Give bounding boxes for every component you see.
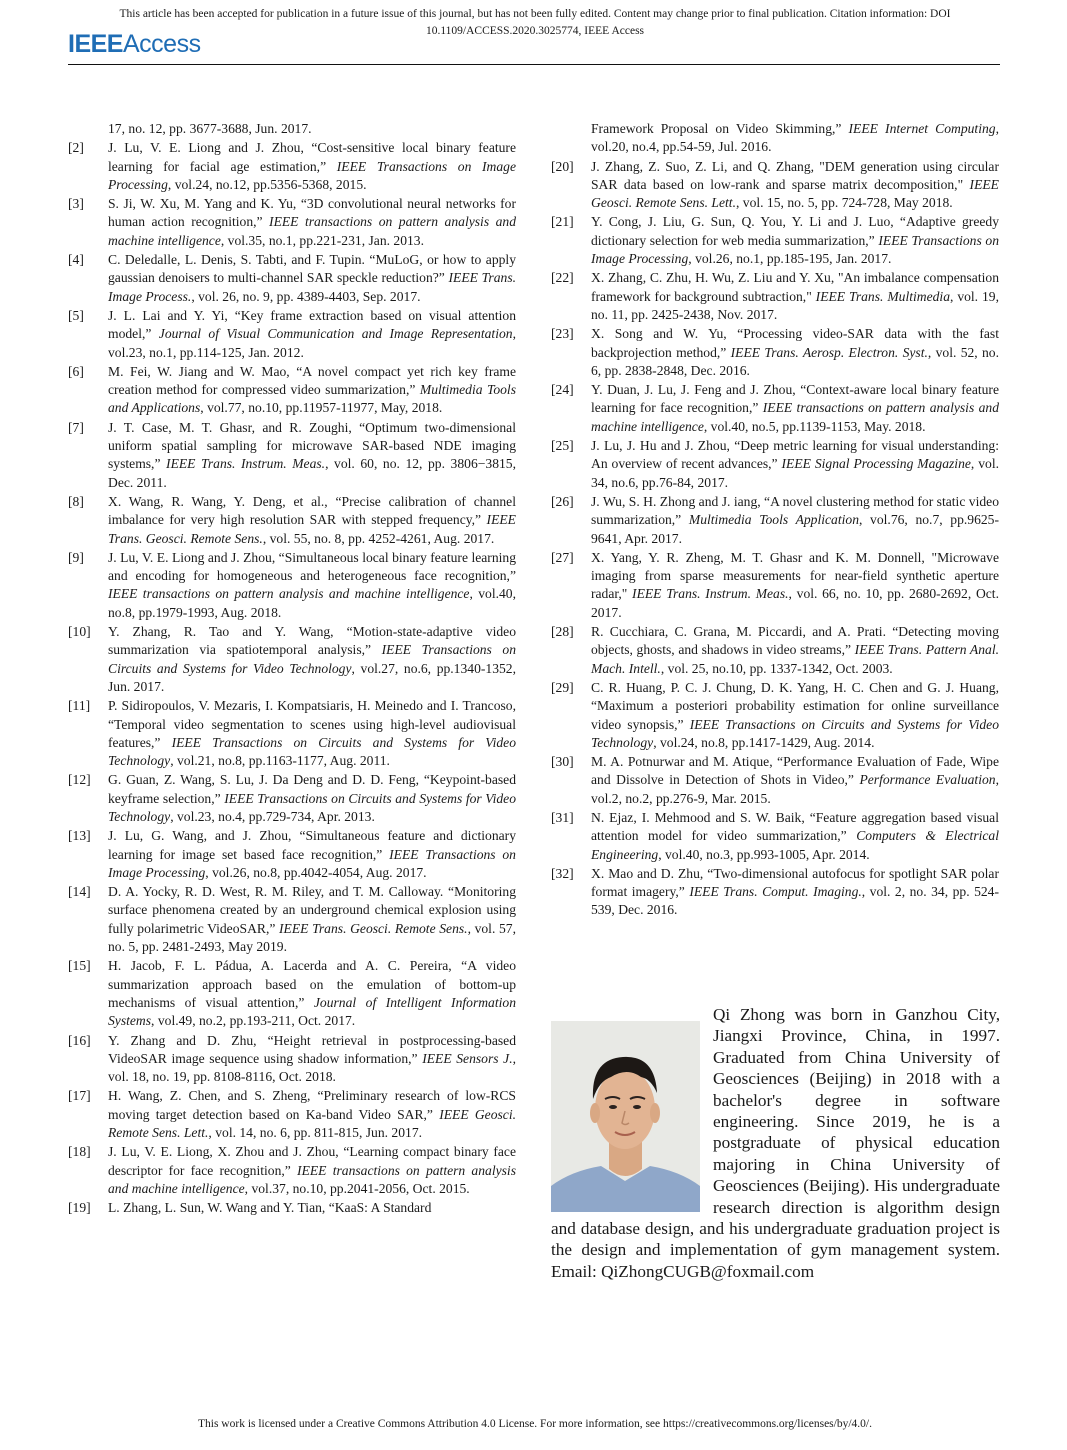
reference-number: [27] — [551, 549, 574, 565]
reference-details: , vol. 57, no. 5, pp. 2481-2493, May 2019. — [108, 920, 516, 955]
reference-number: [32] — [551, 865, 574, 881]
publication-notice — [60, 6, 1010, 40]
reference-details: , vol. 18, no. 19, pp. 8108-8116, Oct. 2018. — [108, 1050, 516, 1085]
reference-authors-title: M. Fei, W. Jiang and W. Mao, “A novel compact yet rich key frame creation method for compressed video summarization,” — [108, 363, 516, 398]
reference-venue: IEEE Trans. Aerosp. Electron. Syst. — [730, 344, 928, 360]
reference-number: [14] — [68, 884, 91, 900]
reference-details: , vol.26, no.1, pp.185-195, Jan. 2017. — [688, 251, 892, 267]
reference-entry — [68, 195, 516, 250]
reference-number: [24] — [551, 382, 574, 398]
reference-venue: IEEE transactions on pattern analysis and machine intelligence — [108, 214, 516, 248]
ieee-access-logo — [68, 30, 201, 59]
reference-venue: Multimedia Tools and Applications — [108, 382, 516, 416]
author-photo — [551, 1021, 700, 1212]
reference-venue: IEEE Internet Computing — [848, 121, 996, 136]
reference-entry — [68, 827, 516, 882]
reference-number: [29] — [551, 679, 574, 695]
reference-venue: IEEE Trans. Instrum. Meas. — [166, 456, 326, 472]
reference-details: , vol. 34, no.6, pp.76-84, 2017. — [591, 456, 999, 490]
reference-authors-title: L. Zhang, L. Sun, W. Wang and Y. Tian, “KaaS: A Standard — [108, 1200, 432, 1216]
reference-venue: IEEE transactions on pattern analysis and machine intelligence — [591, 400, 999, 434]
reference-venue: IEEE Sensors J. — [422, 1050, 513, 1066]
reference-authors-title: J. Lu, V. E. Liong and J. Zhou, “Simultaneous local binary feature learning and encoding for homogeneous and heterogeneous face recognition,” — [108, 549, 516, 584]
reference-authors-title: H. Jacob, F. L. Pádua, A. Lacerda and A. C. Pereira, “A video summarization approach based on the emulation of bottom-up mechanisms of visual attention,” — [108, 958, 516, 1010]
reference-venue: IEEE Transactions on Circuits and Systems for Video Technology — [108, 642, 516, 676]
reference-authors-title: X. Yang, Y. R. Zheng, M. T. Ghasr and K. M. Donnell, "Microwave imaging from sparse measurements for near-field synthetic aperture radar," — [591, 549, 999, 602]
reference-venue: IEEE Transactions on Circuits and Systems for Video Technology — [591, 716, 999, 750]
logo-access-text: Access — [122, 30, 201, 58]
reference-entry — [68, 957, 516, 1030]
reference-number: [4] — [68, 252, 84, 268]
reference-authors-title: H. Wang, Z. Chen, and S. Zheng, “Preliminary research of low-RCS moving target detection based on Ka-band Video SAR,” — [108, 1088, 516, 1122]
reference-entry — [68, 697, 516, 770]
reference-authors-title: N. Ejaz, I. Mehmood and S. W. Baik, “Feature aggregation based visual attention model for video summarization,” — [591, 809, 999, 844]
reference-venue: IEEE Trans. Geosci. Remote Sens. — [108, 512, 516, 546]
reference-authors-title: J. L. Lai and Y. Yi, “Key frame extraction based on visual attention model,” — [108, 307, 516, 342]
reference-number: [8] — [68, 493, 84, 509]
reference-authors-title: 17, no. 12, pp. 3677-3688, Jun. 2017. — [108, 121, 312, 136]
reference-details: , vol.26, no.8, pp.4042-4054, Aug. 2017. — [205, 864, 427, 880]
reference-details: , vol.77, no.10, pp.11957-11977, May, 2018. — [200, 400, 443, 416]
reference-details: , vol.21, no.8, pp.1163-1177, Aug. 2011. — [170, 753, 390, 769]
reference-number: [18] — [68, 1144, 91, 1160]
reference-entry — [68, 493, 516, 548]
reference-entry — [68, 307, 516, 362]
reference-number: [2] — [68, 140, 84, 156]
reference-authors-title: P. Sidiropoulos, V. Mezaris, I. Kompatsiaris, H. Meinedo and I. Trancoso, “Temporal video segmentation to scenes using high-level audiovisual features,” — [108, 698, 516, 750]
reference-number: [21] — [551, 214, 574, 230]
reference-entry — [68, 139, 516, 194]
reference-authors-title: M. A. Potnurwar and M. Atique, “Performance Evaluation of Fade, Wipe and Dissolve in Detection of Shots in Video,” — [591, 754, 999, 788]
reference-entry — [551, 381, 999, 436]
reference-details: , vol.76, no.7, pp.9625-9641, Apr. 2017. — [591, 512, 999, 546]
reference-details: , vol. 19, no. 11, pp. 2425-2438, Nov. 2017. — [591, 288, 999, 322]
reference-venue: IEEE Transactions on Image Processing — [108, 846, 516, 880]
reference-entry — [551, 865, 999, 920]
reference-details: , vol.24, no.8, pp.1417-1429, Aug. 2014. — [653, 734, 875, 750]
reference-entry — [551, 120, 999, 157]
reference-authors-title: S. Ji, W. Xu, M. Yang and K. Yu, “3D convolutional neural networks for human action recognition,” — [108, 196, 516, 230]
reference-number: [17] — [68, 1088, 91, 1104]
author-portrait-illustration — [551, 1021, 700, 1212]
reference-number: [25] — [551, 438, 574, 454]
reference-authors-title: X. Zhang, C. Zhu, H. Wu, Z. Liu and Y. Xu, "An imbalance compensation framework for background subtraction," — [591, 270, 999, 304]
reference-venue: Multimedia Tools Application — [688, 512, 859, 528]
reference-entry — [551, 437, 999, 492]
reference-number: [10] — [68, 624, 91, 640]
reference-authors-title: J. Lu, G. Wang, and J. Zhou, “Simultaneous feature and dictionary learning for image set based face recognition,” — [108, 828, 516, 862]
reference-details: , vol. 14, no. 6, pp. 811-815, Jun. 2017. — [208, 1125, 423, 1141]
reference-venue: IEEE Transactions on Circuits and Systems for Video Technology — [108, 734, 516, 769]
reference-number: [12] — [68, 772, 91, 788]
reference-venue: IEEE Trans. Pattern Anal. Mach. Intell. — [591, 642, 999, 676]
reference-details: , vol.35, no.1, pp.221-231, Jan. 2013. — [220, 232, 425, 248]
reference-venue: IEEE Trans. Comput. Imaging. — [689, 884, 862, 900]
reference-number: [16] — [68, 1032, 91, 1048]
reference-number: [7] — [68, 419, 84, 435]
reference-venue: IEEE Trans. Multimedia — [815, 288, 950, 304]
reference-venue: IEEE Trans. Geosci. Remote Sens. — [279, 920, 468, 936]
reference-venue: IEEE Geosci. Remote Sens. Lett. — [591, 176, 999, 211]
reference-entry — [68, 883, 516, 956]
reference-authors-title: J. Lu, J. Hu and J. Zhou, “Deep metric learning for visual understanding: An overview of recent advances,” — [591, 438, 999, 472]
reference-venue: IEEE Geosci. Remote Sens. Lett. — [108, 1106, 516, 1141]
header-rule — [68, 64, 1000, 65]
references-left-column — [68, 120, 516, 1219]
reference-details: , vol. 60, no. 12, pp. 3806−3815, Dec. 2011. — [108, 456, 516, 490]
reference-details: , vol.40, no.5, pp.1139-1153, May. 2018. — [703, 418, 926, 434]
reference-entry — [551, 325, 999, 380]
reference-authors-title: X. Mao and D. Zhu, “Two-dimensional autofocus for spotlight SAR polar format imagery,” — [591, 865, 999, 900]
logo-ieee-text: IEEE — [68, 30, 123, 58]
reference-authors-title: J. Zhang, Z. Suo, Z. Li, and Q. Zhang, "DEM generation using circular SAR data based on low-rank and sparse matrix decomposition," — [591, 158, 999, 192]
reference-entry — [68, 419, 516, 492]
reference-number: [30] — [551, 754, 574, 770]
reference-details: , vol. 15, no. 5, pp. 724-728, May 2018. — [735, 195, 953, 211]
reference-details: , vol.27, no.6, pp.1340-1352, Jun. 2017. — [108, 660, 516, 694]
reference-venue: Performance Evaluation — [859, 772, 996, 788]
reference-venue: IEEE Trans. Image Process. — [108, 270, 517, 304]
reference-number: [9] — [68, 549, 84, 565]
reference-venue: IEEE Transactions on Image Processing — [591, 232, 999, 267]
reference-authors-title: C. R. Huang, P. C. J. Chung, D. K. Yang, H. C. Chen and G. J. Huang, “Maximum a posteriori probability estimation for online surveillance video synopsis,” — [591, 679, 999, 732]
reference-entry — [68, 1143, 516, 1198]
reference-details: , vol. 66, no. 10, pp. 2680-2692, Oct. 2017. — [591, 586, 999, 620]
reference-number: [6] — [68, 363, 84, 379]
reference-authors-title: J. Lu, V. E. Liong and J. Zhou, “Cost-sensitive local binary feature learning for facial age estimation,” — [108, 140, 516, 174]
reference-venue: IEEE Trans. Instrum. Meas. — [632, 586, 789, 602]
reference-entry — [68, 549, 516, 622]
reference-authors-title: Y. Duan, J. Lu, J. Feng and J. Zhou, “Context-aware local binary feature learning for face recognition,” — [591, 382, 999, 416]
reference-entry — [68, 1087, 516, 1142]
notice-line-1: This article has been accepted for publication in a future issue of this journal, but has not been fully edited. Content may change prior to final publication. Citation information: DOI — [119, 8, 951, 20]
reference-authors-title: Framework Proposal on Video Skimming,” — [591, 121, 849, 136]
reference-venue: Computers & Electrical Engineering — [591, 828, 999, 862]
reference-details: , vol.37, no.10, pp.2041-2056, Oct. 2015. — [244, 1180, 470, 1196]
reference-details: , vol.23, no.1, pp.114-125, Jan. 2012. — [108, 326, 516, 360]
notice-line-2: 10.1109/ACCESS.2020.3025774, IEEE Access — [425, 25, 645, 37]
reference-entry — [551, 549, 999, 622]
reference-authors-title: J. Lu, V. E. Liong, X. Zhou and J. Zhou, “Learning compact binary face descriptor for face recognition,” — [108, 1144, 516, 1178]
reference-authors-title: D. A. Yocky, R. D. West, R. M. Riley, and T. M. Calloway. “Monitoring surface phenomena created by an underground chemical explosion using fully polarimetric VideoSAR,” — [108, 884, 516, 936]
reference-details: , vol.40, no.3, pp.993-1005, Apr. 2014. — [658, 846, 870, 862]
reference-number: [23] — [551, 326, 574, 342]
reference-details: , vol.24, no.12, pp.5356-5368, 2015. — [167, 176, 367, 192]
license-footer: This work is licensed under a Creative Commons Attribution 4.0 License. For more information, see https://creativecommons.org/licenses/by/4.0/. — [197, 1418, 872, 1430]
reference-number: [28] — [551, 624, 574, 640]
reference-number: [20] — [551, 158, 574, 174]
reference-authors-title: J. Wu, S. H. Zhong and J. iang, “A novel clustering method for static video summarization,” — [591, 493, 999, 528]
reference-entry — [551, 269, 999, 324]
reference-venue: IEEE Transactions on Circuits and Systems for Video Technology — [108, 790, 516, 824]
reference-details: , vol.23, no.4, pp.729-734, Apr. 2013. — [170, 808, 375, 824]
reference-number: [13] — [68, 828, 91, 844]
reference-entry — [68, 363, 516, 418]
reference-authors-title: J. T. Case, M. T. Ghasr, and R. Zoughi, “Optimum two-dimensional uniform spatial sampling for microwave SAR-based NDE imaging systems,” — [108, 419, 516, 472]
author-biography — [551, 1004, 1000, 1282]
reference-number: [31] — [551, 809, 574, 825]
reference-entry — [551, 679, 999, 752]
reference-entry — [68, 1199, 516, 1217]
reference-venue: IEEE transactions on pattern analysis and machine intelligence — [108, 1162, 516, 1196]
reference-entry — [551, 753, 999, 808]
reference-number: [26] — [551, 493, 574, 509]
reference-entry — [68, 251, 516, 306]
reference-details: , vol. 26, no. 9, pp. 4389-4403, Sep. 2017. — [191, 288, 421, 304]
reference-venue: IEEE Signal Processing Magazine — [781, 456, 971, 472]
reference-entry — [68, 771, 516, 826]
biography-text: Qi Zhong was born in Ganzhou City, Jiangxi Province, China, in 1997. Graduated from China University of Geosciences (Beijing) in 2018 with a bachelor's degree in software engineering. Since 2019, he is a postgraduate of physical education majoring in China University of Geosciences (Beijing). His undergraduate research direction is algorithm design and database design, and his undergraduate graduation project is the design and implementation of gym management system. Email: QiZhongCUGB@foxmail.com — [551, 1005, 1001, 1281]
reference-entry — [551, 809, 999, 864]
reference-authors-title: R. Cucchiara, C. Grana, M. Piccardi, and A. Prati. “Detecting moving objects, ghosts, and shadows in video streams,” — [591, 624, 999, 658]
reference-details: , vol.40, no.8, pp.1979-1993, Aug. 2018. — [108, 586, 517, 620]
reference-authors-title: C. Deledalle, L. Denis, S. Tabti, and F. Tupin. “MuLoG, or how to apply gaussian denoisers to multi-channel SAR speckle reduction?” — [108, 252, 516, 286]
reference-details: , vol. 2, no. 34, pp. 524-539, Dec. 2016. — [591, 884, 999, 918]
reference-number: [19] — [68, 1200, 91, 1216]
reference-venue: IEEE transactions on pattern analysis and machine intelligence — [108, 586, 470, 602]
reference-number: [11] — [68, 698, 91, 714]
reference-authors-title: Y. Cong, J. Liu, G. Sun, Q. You, Y. Li and J. Luo, “Adaptive greedy dictionary selection for web media summarization,” — [591, 214, 999, 248]
reference-details: , vol.2, no.2, pp.276-9, Mar. 2015. — [591, 772, 999, 806]
reference-authors-title: G. Guan, Z. Wang, S. Lu, J. Da Deng and D. D. Feng, “Keypoint-based keyframe selection,” — [108, 772, 516, 806]
reference-number: [5] — [68, 307, 84, 323]
reference-entry — [551, 493, 999, 548]
reference-entry — [551, 623, 999, 678]
reference-number: [3] — [68, 196, 84, 212]
reference-details: , vol. 55, no. 8, pp. 4252-4261, Aug. 2017. — [262, 530, 495, 546]
reference-number: [22] — [551, 270, 574, 286]
references-right-column — [551, 120, 999, 921]
reference-authors-title: Y. Zhang and D. Zhu, “Height retrieval in postprocessing-based VideoSAR image sequence using shadow information,” — [108, 1032, 516, 1066]
reference-entry — [68, 623, 516, 696]
reference-entry — [68, 1032, 516, 1087]
reference-number: [15] — [68, 958, 91, 974]
reference-details: , vol.20, no.4, pp.54-59, Jul. 2016. — [591, 121, 999, 155]
reference-authors-title: X. Song and W. Yu, “Processing video-SAR data with the fast backprojection method,” — [591, 326, 999, 360]
reference-venue: Journal of Intelligent Information Systems — [108, 994, 516, 1029]
reference-venue: Journal of Visual Communication and Image Representation — [158, 326, 513, 342]
reference-authors-title: X. Wang, R. Wang, Y. Deng, et al., “Precise calibration of channel imbalance for very high resolution SAR with stepped frequency,” — [108, 493, 516, 528]
reference-details: , vol. 52, no. 6, pp. 2838-2848, Dec. 2016. — [591, 344, 999, 378]
reference-entry — [68, 120, 516, 138]
reference-venue: IEEE Transactions on Image Processing — [108, 158, 516, 192]
reference-entry — [551, 158, 999, 213]
reference-entry — [551, 213, 999, 268]
reference-authors-title: Y. Zhang, R. Tao and Y. Wang, “Motion-state-adaptive video summarization via spatiotemporal analysis,” — [108, 624, 516, 658]
reference-details: , vol.49, no.2, pp.193-211, Oct. 2017. — [151, 1013, 356, 1029]
reference-details: , vol. 25, no.10, pp. 1337-1342, Oct. 2003. — [660, 660, 893, 676]
